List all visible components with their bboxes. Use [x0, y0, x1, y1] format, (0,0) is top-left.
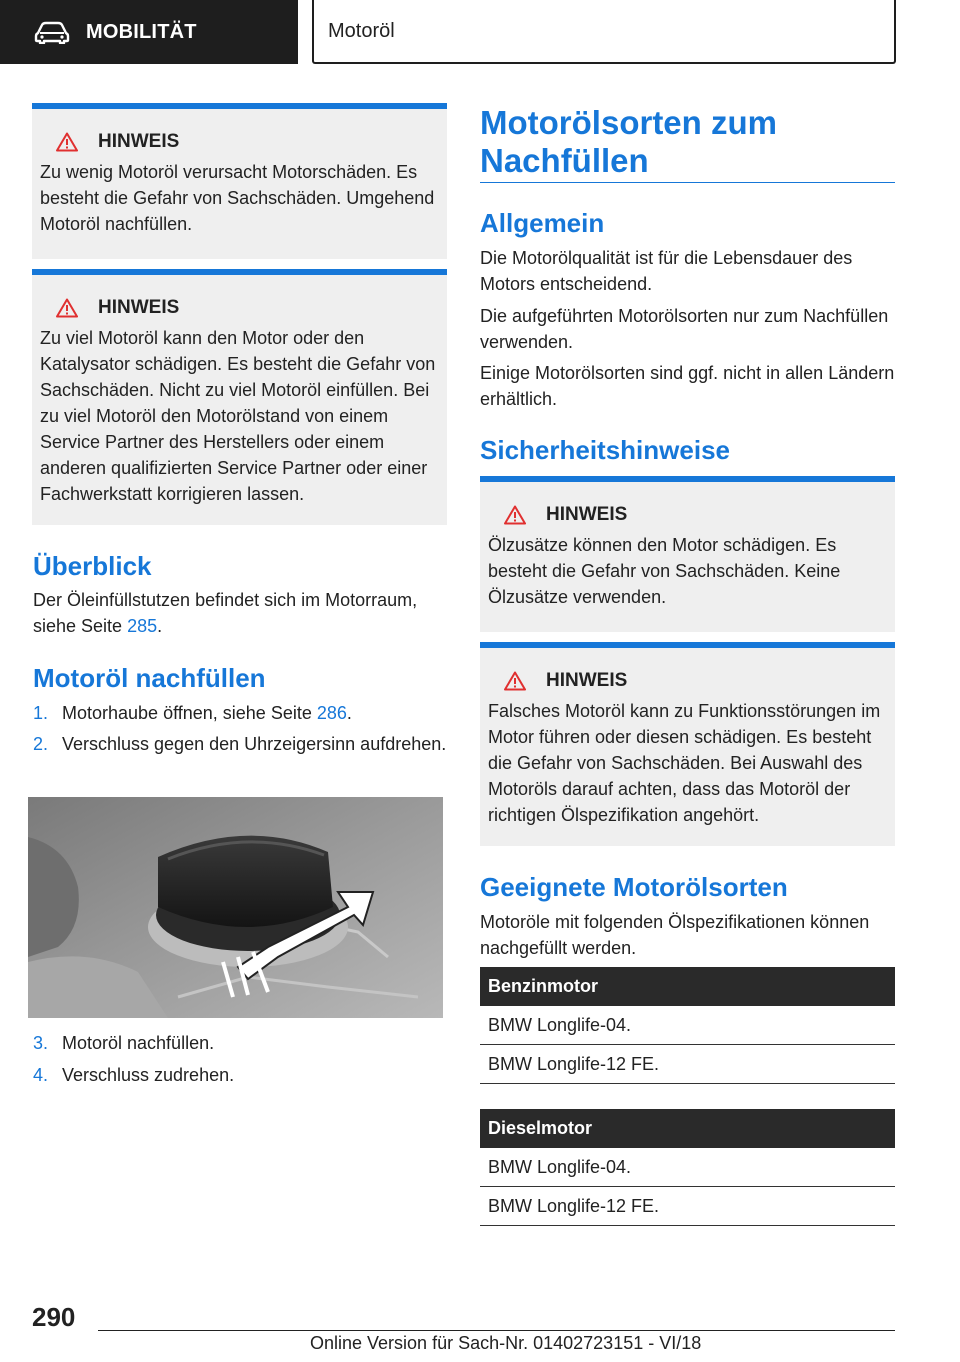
- notice-header: [488, 504, 887, 526]
- list-item: 2. Verschluss gegen den Uhrzeigersinn aufdrehen.: [33, 734, 447, 754]
- notice-label: HINWEIS: [546, 504, 628, 525]
- table-header: Dieselmotor: [480, 1109, 895, 1148]
- notice-box: [32, 103, 447, 259]
- notice-box: [480, 642, 895, 846]
- notice-label: HINWEIS: [546, 670, 628, 691]
- heading-overview: Überblick: [33, 551, 152, 581]
- notice-header: [40, 297, 439, 319]
- warning-icon: [56, 132, 78, 152]
- notice-box: [480, 476, 895, 632]
- warning-icon: [504, 671, 526, 691]
- notice-text: Zu viel Motoröl kann den Motor oder den Katalysator schädigen. Es besteht die Gefahr von Sachschäden. Nicht zu viel Motoröl einfüllen. Bei zu viel Motoröl den Motorölstand von einem Service Partner des Herstellers oder einem anderen qualifizierten Service Partner oder einer Fachwerkstatt korrigieren lassen.: [40, 328, 436, 504]
- notice-header: [488, 670, 887, 692]
- table-row: BMW Longlife-04.: [480, 1148, 895, 1187]
- page-number: 290: [32, 1302, 76, 1332]
- title-rule: [480, 182, 895, 183]
- page-link[interactable]: 286: [316, 703, 347, 723]
- heading-suitable: Geeignete Motorölsorten: [480, 872, 788, 902]
- warning-icon: [56, 298, 78, 318]
- oil-cap-figure: [28, 797, 443, 1018]
- table-row: BMW Longlife-12 FE.: [480, 1187, 895, 1226]
- general-text-2: Die aufgeführten Motorölsorten nur zum Nachfüllen verwenden.: [480, 306, 889, 352]
- suitable-text: Motoröle mit folgenden Ölspezifikationen können nachgefüllt werden.: [480, 912, 870, 958]
- oil-cap-illustration: [28, 797, 443, 1018]
- general-text-3: Einige Motorölsorten sind ggf. nicht in allen Ländern erhältlich.: [480, 363, 895, 409]
- general-text-1: Die Motorölqualität ist für die Lebensdauer des Motors entscheidend.: [480, 248, 853, 294]
- notice-label: HINWEIS: [98, 297, 180, 318]
- notice-text: Ölzusätze können den Motor schädigen. Es besteht die Gefahr von Sachschäden. Keine Ölzusätze verwenden.: [488, 535, 841, 607]
- diesel-table: [480, 1109, 895, 1226]
- footer-note: Online Version für Sach-Nr. 01402723151 - VI/18: [310, 1333, 702, 1353]
- list-item: 4. Verschluss zudrehen.: [33, 1065, 235, 1085]
- page-link[interactable]: 285: [127, 616, 158, 636]
- list-item: 1. Motorhaube öffnen, siehe Seite 286.: [33, 703, 352, 723]
- main-title: Motorölsorten zum Nachfüllen: [480, 104, 777, 179]
- notice-text: Falsches Motoröl kann zu Funktionsstörungen im Motor führen oder diesen schädigen. Es besteht die Gefahr von Sachschäden. Bei Auswahl des Motoröls darauf achten, dass das Motoröl der richtigen Ölspezifikation angehört.: [488, 701, 881, 825]
- page-title: Motoröl: [328, 19, 395, 42]
- overview-text: Der Öleinfüllstutzen befindet sich im Motorraum, siehe Seite 285.: [33, 590, 418, 636]
- notice-text: Zu wenig Motoröl verursacht Motorschäden. Es besteht die Gefahr von Sachschäden. Umgehend Motoröl nachfüllen.: [40, 162, 435, 234]
- table-row: BMW Longlife-04.: [480, 1006, 895, 1045]
- section-label: MOBILITÄT: [86, 20, 197, 43]
- list-item: 3. Motoröl nachfüllen.: [33, 1033, 215, 1053]
- footer-rule: [98, 1330, 895, 1331]
- table-row: BMW Longlife-12 FE.: [480, 1045, 895, 1084]
- section-tab: [0, 0, 298, 64]
- notice-box: [32, 269, 447, 525]
- table-header: Benzinmotor: [480, 967, 895, 1006]
- car-icon: [34, 20, 70, 44]
- heading-general: Allgemein: [480, 208, 605, 238]
- heading-safety: Sicherheitshinweise: [480, 435, 730, 465]
- notice-header: [40, 131, 439, 153]
- heading-refill: Motoröl nachfüllen: [33, 663, 266, 693]
- page-title-tab: [312, 0, 896, 64]
- notice-label: HINWEIS: [98, 131, 180, 152]
- warning-icon: [504, 505, 526, 525]
- petrol-table: [480, 967, 895, 1084]
